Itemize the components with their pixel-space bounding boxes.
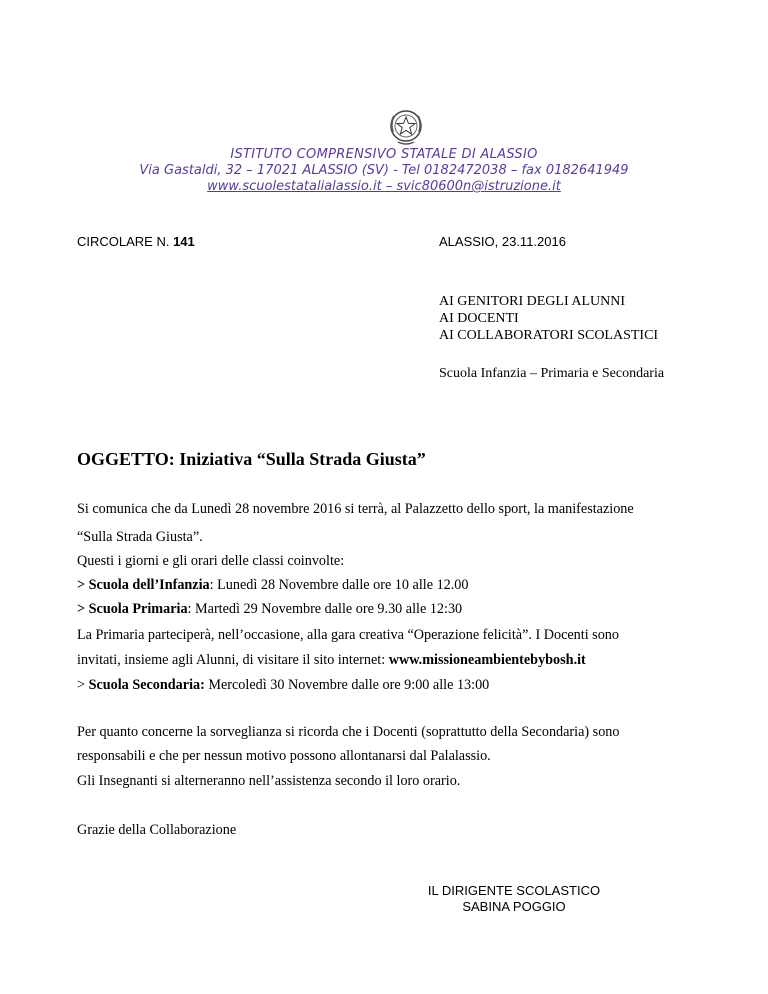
body-text: invitati, insieme agli Alunni, di visitare il sito internet: (77, 652, 389, 668)
body-line: Gli Insegnanti si alterneranno nell’assistenza secondo il loro orario. (77, 773, 461, 789)
schedule-text: : Lunedì 28 Novembre dalle ore 10 alle 12.00 (209, 577, 469, 593)
body-line: responsabili e che per nessun motivo possono allontanarsi dal Palalassio. (77, 748, 491, 764)
circolare-label: CIRCOLARE N. (77, 234, 174, 249)
schedule-infanzia (77, 577, 469, 594)
body-line: Questi i giorni e gli orari delle classi coinvolte: (77, 553, 345, 569)
email-link[interactable]: svic80600n@istruzione.it (396, 179, 561, 194)
body-line: La Primaria parteciperà, nell’occasione, alla gara creativa “Operazione felicità”. I Docenti sono (77, 627, 619, 643)
institute-name: ISTITUTO COMPRENSIVO STATALE DI ALASSIO (230, 147, 538, 162)
schedule-text: Mercoledì 30 Novembre dalle ore 9:00 alle 13:00 (204, 677, 490, 693)
republic-emblem-icon (386, 106, 426, 146)
body-line: Si comunica che da Lunedì 28 novembre 2016 si terrà, al Palazzetto dello sport, la manifestazione (77, 501, 634, 517)
place-date: ALASSIO, 23.11.2016 (439, 234, 566, 249)
schedule-label: Scuola Secondaria: (88, 677, 205, 693)
signature-name: SABINA POGGIO (462, 899, 566, 914)
recipient-teachers: AI DOCENTI (439, 311, 519, 326)
circolare-number (77, 234, 195, 249)
schedule-primaria (77, 601, 462, 618)
schedule-label: > Scuola dell’Infanzia (77, 577, 210, 593)
body-line: “Sulla Strada Giusta”. (77, 529, 203, 545)
school-levels: Scuola Infanzia – Primaria e Secondaria (439, 366, 665, 381)
body-line (77, 652, 586, 669)
website-link[interactable]: www.missioneambientebybosh.it (388, 652, 586, 668)
circolare-value: 141 (173, 234, 195, 249)
schedule-label: > Scuola Primaria (77, 601, 188, 617)
contact-separator: – (381, 179, 397, 194)
schedule-secondaria (77, 677, 489, 694)
institute-contacts (0, 179, 768, 195)
institute-address: Via Gastaldi, 32 – 17021 ALASSIO (SV) - Tel 0182472038 – fax 0182641949 (139, 163, 629, 178)
schedule-text: : Martedì 29 Novembre dalle ore 9.30 alle 12:30 (187, 601, 463, 617)
website-link[interactable]: www.scuolestatalialassio.it (207, 179, 382, 194)
subject-heading: OGGETTO: Iniziativa “Sulla Strada Giusta” (77, 449, 426, 469)
recipient-parents: AI GENITORI DEGLI ALUNNI (439, 294, 625, 309)
signature-role: IL DIRIGENTE SCOLASTICO (427, 883, 601, 898)
recipient-staff: AI COLLABORATORI SCOLASTICI (439, 328, 659, 343)
schedule-marker: > (77, 677, 89, 693)
body-line: Per quanto concerne la sorveglianza si ricorda che i Docenti (soprattutto della Secondaria) sono (77, 724, 620, 740)
closing-line: Grazie della Collaborazione (77, 822, 237, 838)
